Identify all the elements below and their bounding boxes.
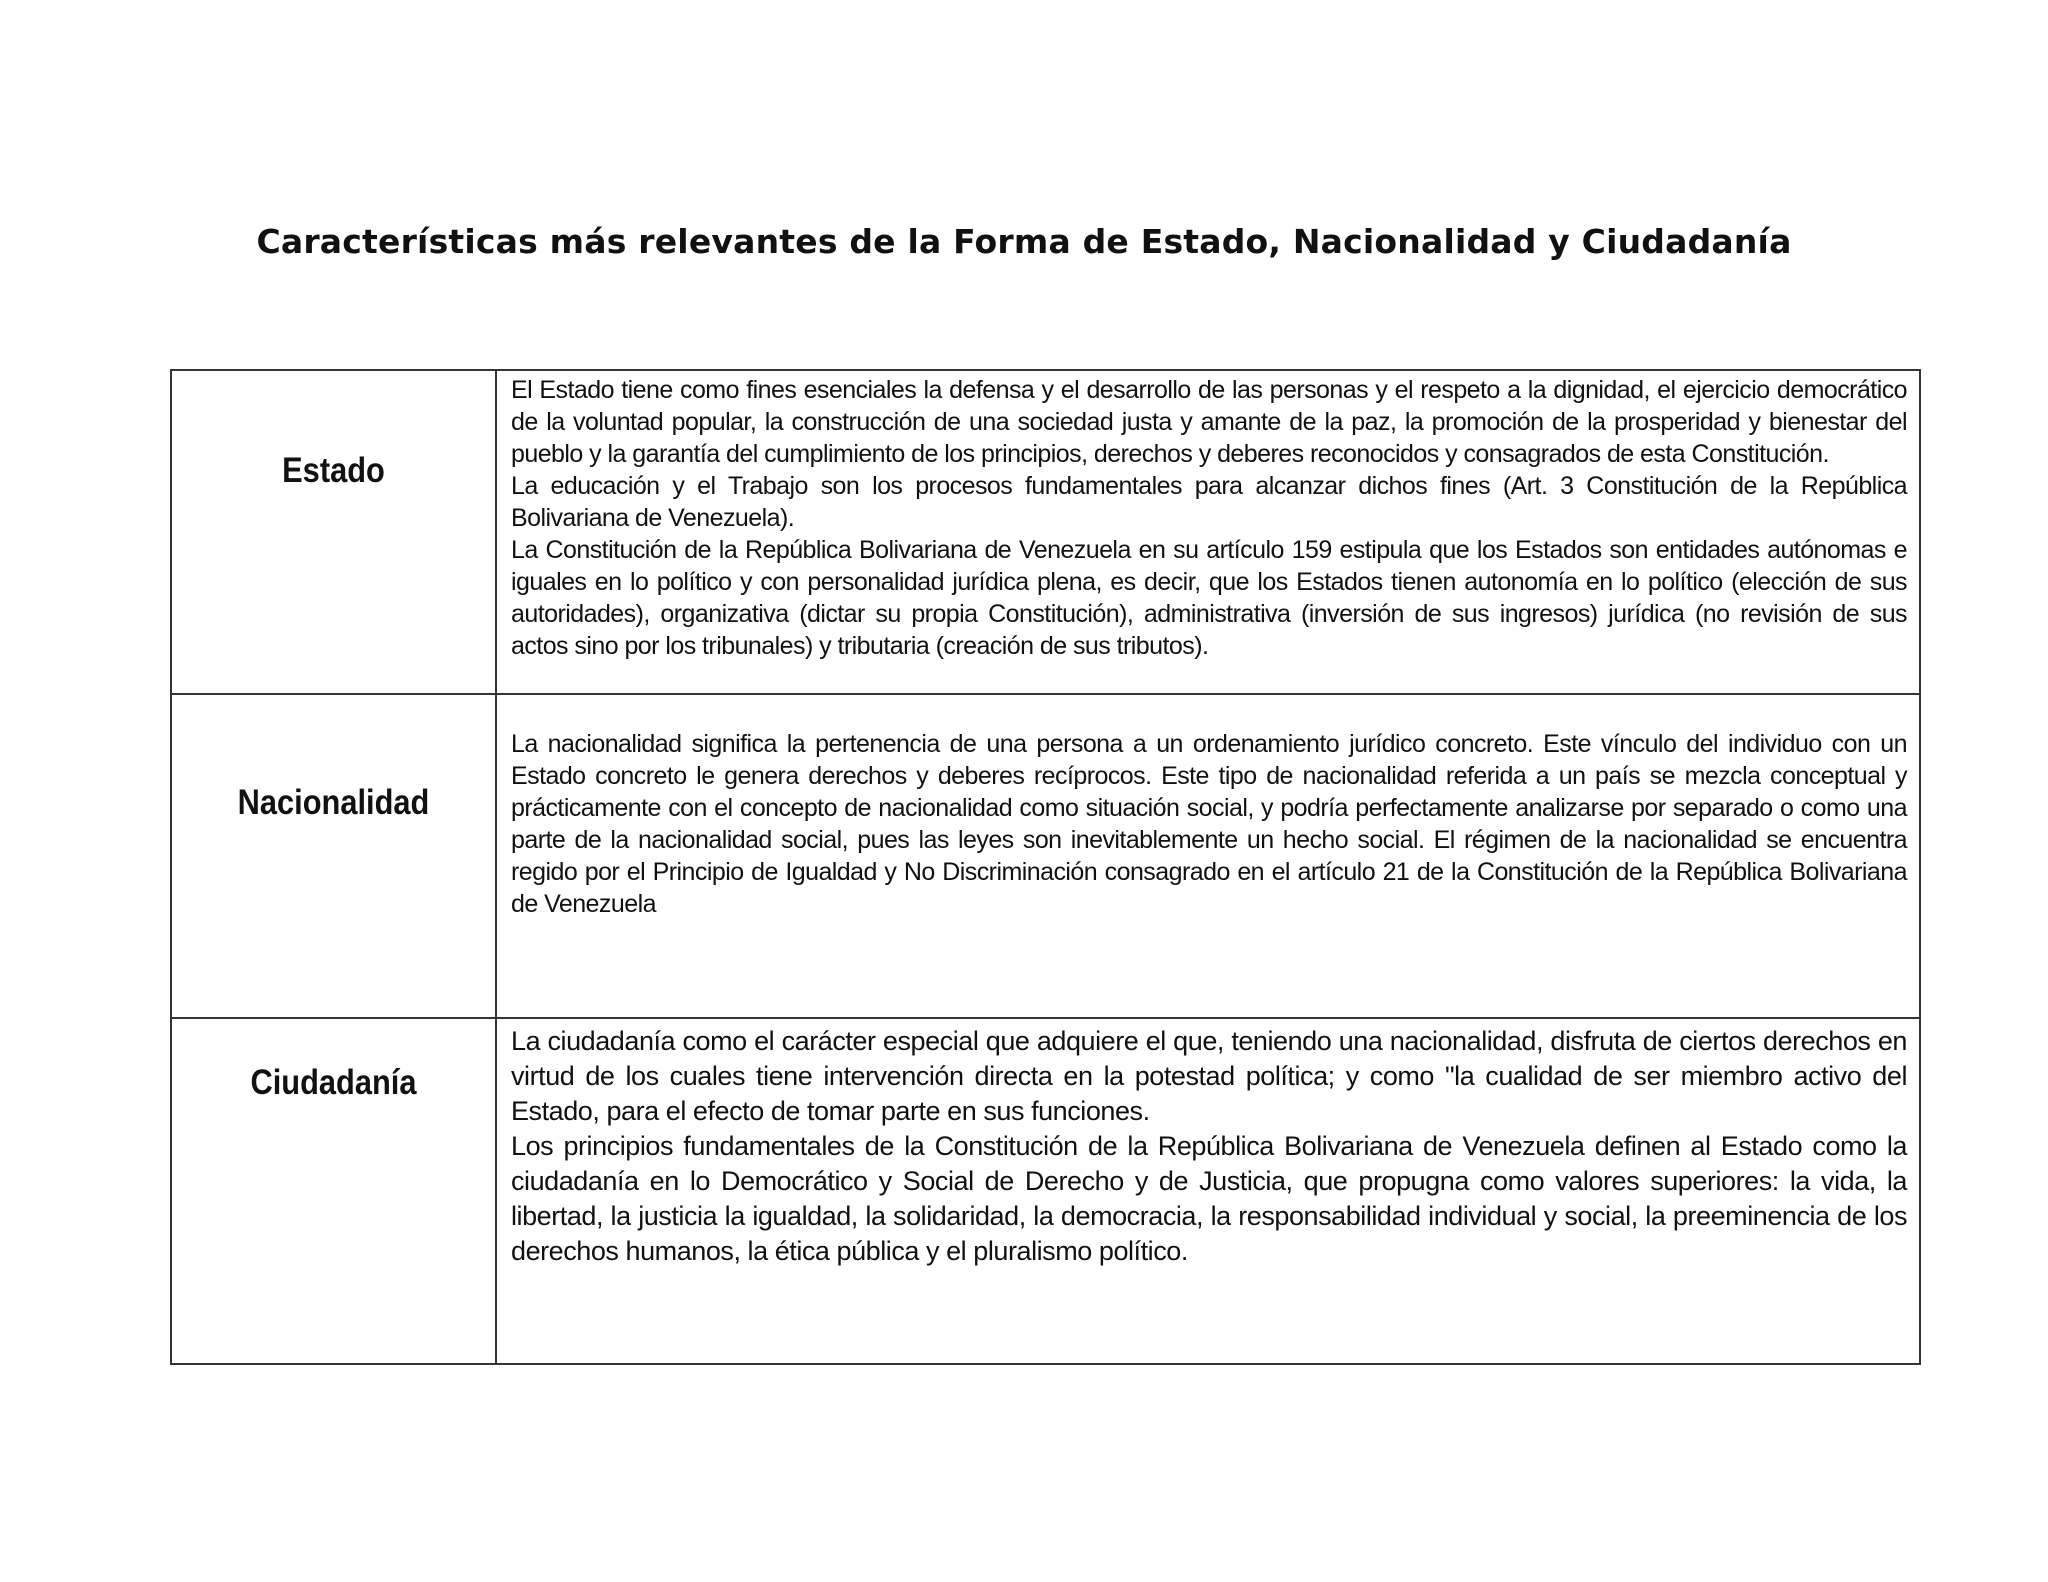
paragraph: La educación y el Trabajo son los procesos fundamentales para alcanzar dichos fines (Art. 3 Constitución de la República Bolivariana de Venezuela). bbox=[511, 472, 1907, 532]
table-row-estado bbox=[171, 370, 1920, 694]
page-title: Características más relevantes de la Forma de Estado, Nacionalidad y Ciudadanía bbox=[256, 222, 1792, 261]
paragraph: El Estado tiene como fines esenciales la defensa y el desarrollo de las personas y el respeto a la dignidad, el ejercicio democrático de la voluntad popular, la construcción de una sociedad justa y amante de la paz, la promoción de la prosperidad y bienestar del pueblo y la garantía del cumplimiento de los principios, derechos y deberes reconocidos y consagrados de esta Constitución. bbox=[511, 376, 1907, 468]
row-content-cell bbox=[496, 694, 1920, 1018]
row-label-cell bbox=[171, 694, 496, 1018]
paragraph: Los principios fundamentales de la Constitución de la República Bolivariana de Venezuela definen al Estado como la ciudadanía en lo Democrático y Social de Derecho y de Justicia, que propugna como valores superiores: la vida, la libertad, la justicia la igualdad, la solidaridad, la democracia, la responsabilidad individual y social, la preeminencia de los derechos humanos, la ética pública y el pluralismo político. bbox=[511, 1131, 1907, 1266]
row-label-ciudadania: Ciudadanía bbox=[250, 1063, 417, 1102]
table-row-ciudadania bbox=[171, 1018, 1920, 1364]
row-label-cell bbox=[171, 1018, 496, 1364]
row-content-cell bbox=[496, 370, 1920, 694]
paragraph: La ciudadanía como el carácter especial que adquiere el que, teniendo una nacionalidad, disfruta de ciertos derechos en virtud de los cuales tiene intervención directa en la potestad política; y como "la cualidad de ser miembro activo del Estado, para el efecto de tomar parte en sus funciones. bbox=[511, 1026, 1907, 1126]
characteristics-table bbox=[170, 369, 1921, 1365]
paragraph: La nacionalidad significa la pertenencia de una persona a un ordenamiento jurídico concreto. Este vínculo del individuo con un Estado concreto le genera derechos y deberes recíprocos. Este tipo de nacionalidad referida a un país se mezcla conceptual y prácticamente con el concepto de nacionalidad como situación social, y podría perfectamente analizarse por separado o como una parte de la nacionalidad social, pues las leyes son inevitablemente un hecho social. El régimen de la nacionalidad se encuentra regido por el Principio de Igualdad y No Discriminación consagrado en el artículo 21 de la Constitución de la República Bolivariana de Venezuela bbox=[511, 730, 1907, 918]
row-label-estado: Estado bbox=[282, 451, 385, 490]
row-label-cell bbox=[171, 370, 496, 694]
row-content-cell bbox=[496, 1018, 1920, 1364]
row-label-nacionalidad: Nacionalidad bbox=[237, 783, 430, 822]
table-row-nacionalidad bbox=[171, 694, 1920, 1018]
paragraph: La Constitución de la República Bolivariana de Venezuela en su artículo 159 estipula que los Estados son entidades autónomas e iguales en lo político y con personalidad jurídica plena, es decir, que los Estados tienen autonomía en lo político (elección de sus autoridades), organizativa (dictar su propia Constitución), administrativa (inversión de sus ingresos) jurídica (no revisión de sus actos sino por los tribunales) y tributaria (creación de sus tributos). bbox=[511, 536, 1907, 660]
